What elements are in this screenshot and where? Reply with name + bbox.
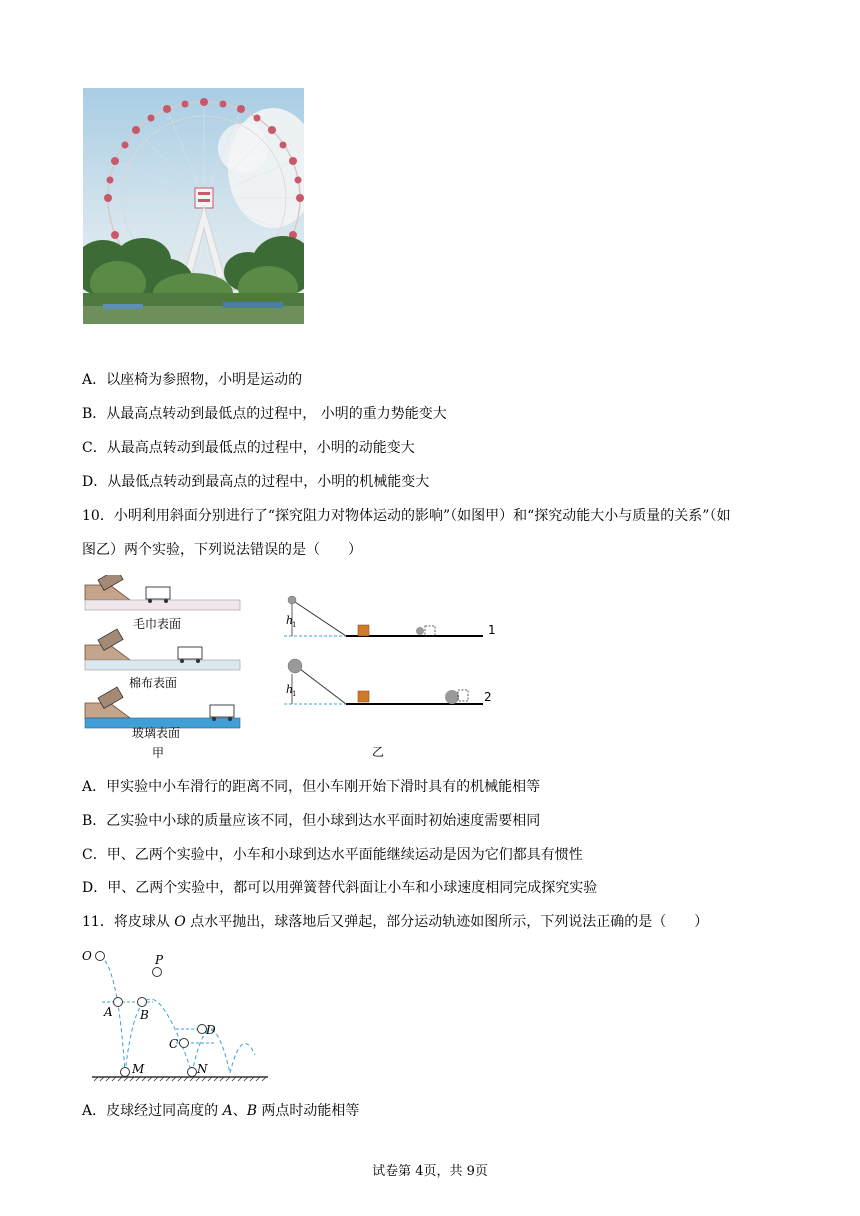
ferris-wheel-photo [83, 88, 304, 324]
point-n-label: N [197, 1062, 208, 1076]
figure-yi-caption: 乙 [372, 745, 385, 759]
point-m-label: M [132, 1062, 145, 1076]
q11-option-a-var1: A [222, 1103, 233, 1119]
figure-jia-caption: 甲 [152, 746, 165, 760]
point-d-label: D [206, 1023, 216, 1037]
q11-option-a-mid: 、 [232, 1103, 247, 1119]
q10-option-d: D．甲、乙两个实验中，都可以用弹簧替代斜面让小车和小球速度相同完成探究实验 [82, 880, 598, 896]
q11-stem-prefix: 11．将皮球从 [82, 914, 175, 930]
point-o-label: O [82, 949, 92, 963]
q10-stem-line1: 10．小明利用斜面分别进行了“探究阻力对物体运动的影响”（如图甲）和“探究动能大小与质量的关系”（如 [82, 508, 731, 524]
q11-option-a-suffix: 两点时动能相等 [256, 1103, 360, 1119]
q11-option-a [82, 1101, 359, 1121]
figure-yi [278, 590, 498, 760]
q9-option-d: D．从最低点转动到最高点的过程中，小明的机械能变大 [82, 474, 430, 490]
figure-bounce [80, 945, 275, 1085]
surface-label-glass: 玻璃表面 [132, 726, 181, 740]
q10-option-a: A．甲实验中小车滑行的距离不同，但小车刚开始下滑时具有的机械能相等 [82, 779, 541, 795]
point-b-label: B [140, 1008, 149, 1022]
q10-option-c: C．甲、乙两个实验中，小车和小球到达水平面能继续运动是因为它们都具有惯性 [82, 847, 583, 863]
glass-track [85, 687, 240, 740]
q10-stem-line2: 图乙）两个实验，下列说法错误的是（ ） [82, 542, 362, 558]
cotton-track [85, 629, 240, 690]
q11-stem-suffix: 点水平抛出，球落地后又弹起，部分运动轨迹如图所示，下列说法正确的是（ ） [185, 914, 709, 930]
q11-option-a-prefix: A．皮球经过同高度的 [82, 1103, 223, 1119]
case-label-2: 2 [484, 690, 492, 704]
h-label-2: h [286, 683, 294, 696]
q9-option-b: B．从最高点转动到最低点的过程中， 小明的重力势能变大 [82, 406, 447, 422]
h-sub-1: 1 [292, 621, 297, 629]
q11-stem-var-o: O [174, 914, 186, 930]
page-footer: 试卷第 4页，共 9页 [372, 1164, 488, 1179]
q10-option-b: B．乙实验中小球的质量应该不同，但小球到达水平面时初始速度需要相同 [82, 813, 541, 829]
point-c-label: C [169, 1037, 179, 1051]
h-label-1: h [286, 614, 294, 627]
q11-stem [82, 912, 708, 932]
point-p-label: P [155, 953, 164, 967]
yi-setup-1 [284, 596, 496, 637]
surface-label-towel: 毛巾表面 [133, 617, 182, 631]
q9-option-a: A．以座椅为参照物，小明是运动的 [82, 372, 303, 388]
point-a-label: A [104, 1005, 113, 1019]
q9-option-c: C．从最高点转动到最低点的过程中，小明的动能变大 [82, 440, 415, 456]
h-sub-2: 1 [292, 690, 297, 698]
towel-track [85, 575, 240, 631]
q11-option-a-var2: B [246, 1103, 257, 1119]
figure-jia [80, 575, 250, 765]
case-label-1: 1 [488, 623, 496, 637]
yi-setup-2 [284, 659, 492, 704]
surface-label-cotton: 棉布表面 [129, 676, 178, 690]
